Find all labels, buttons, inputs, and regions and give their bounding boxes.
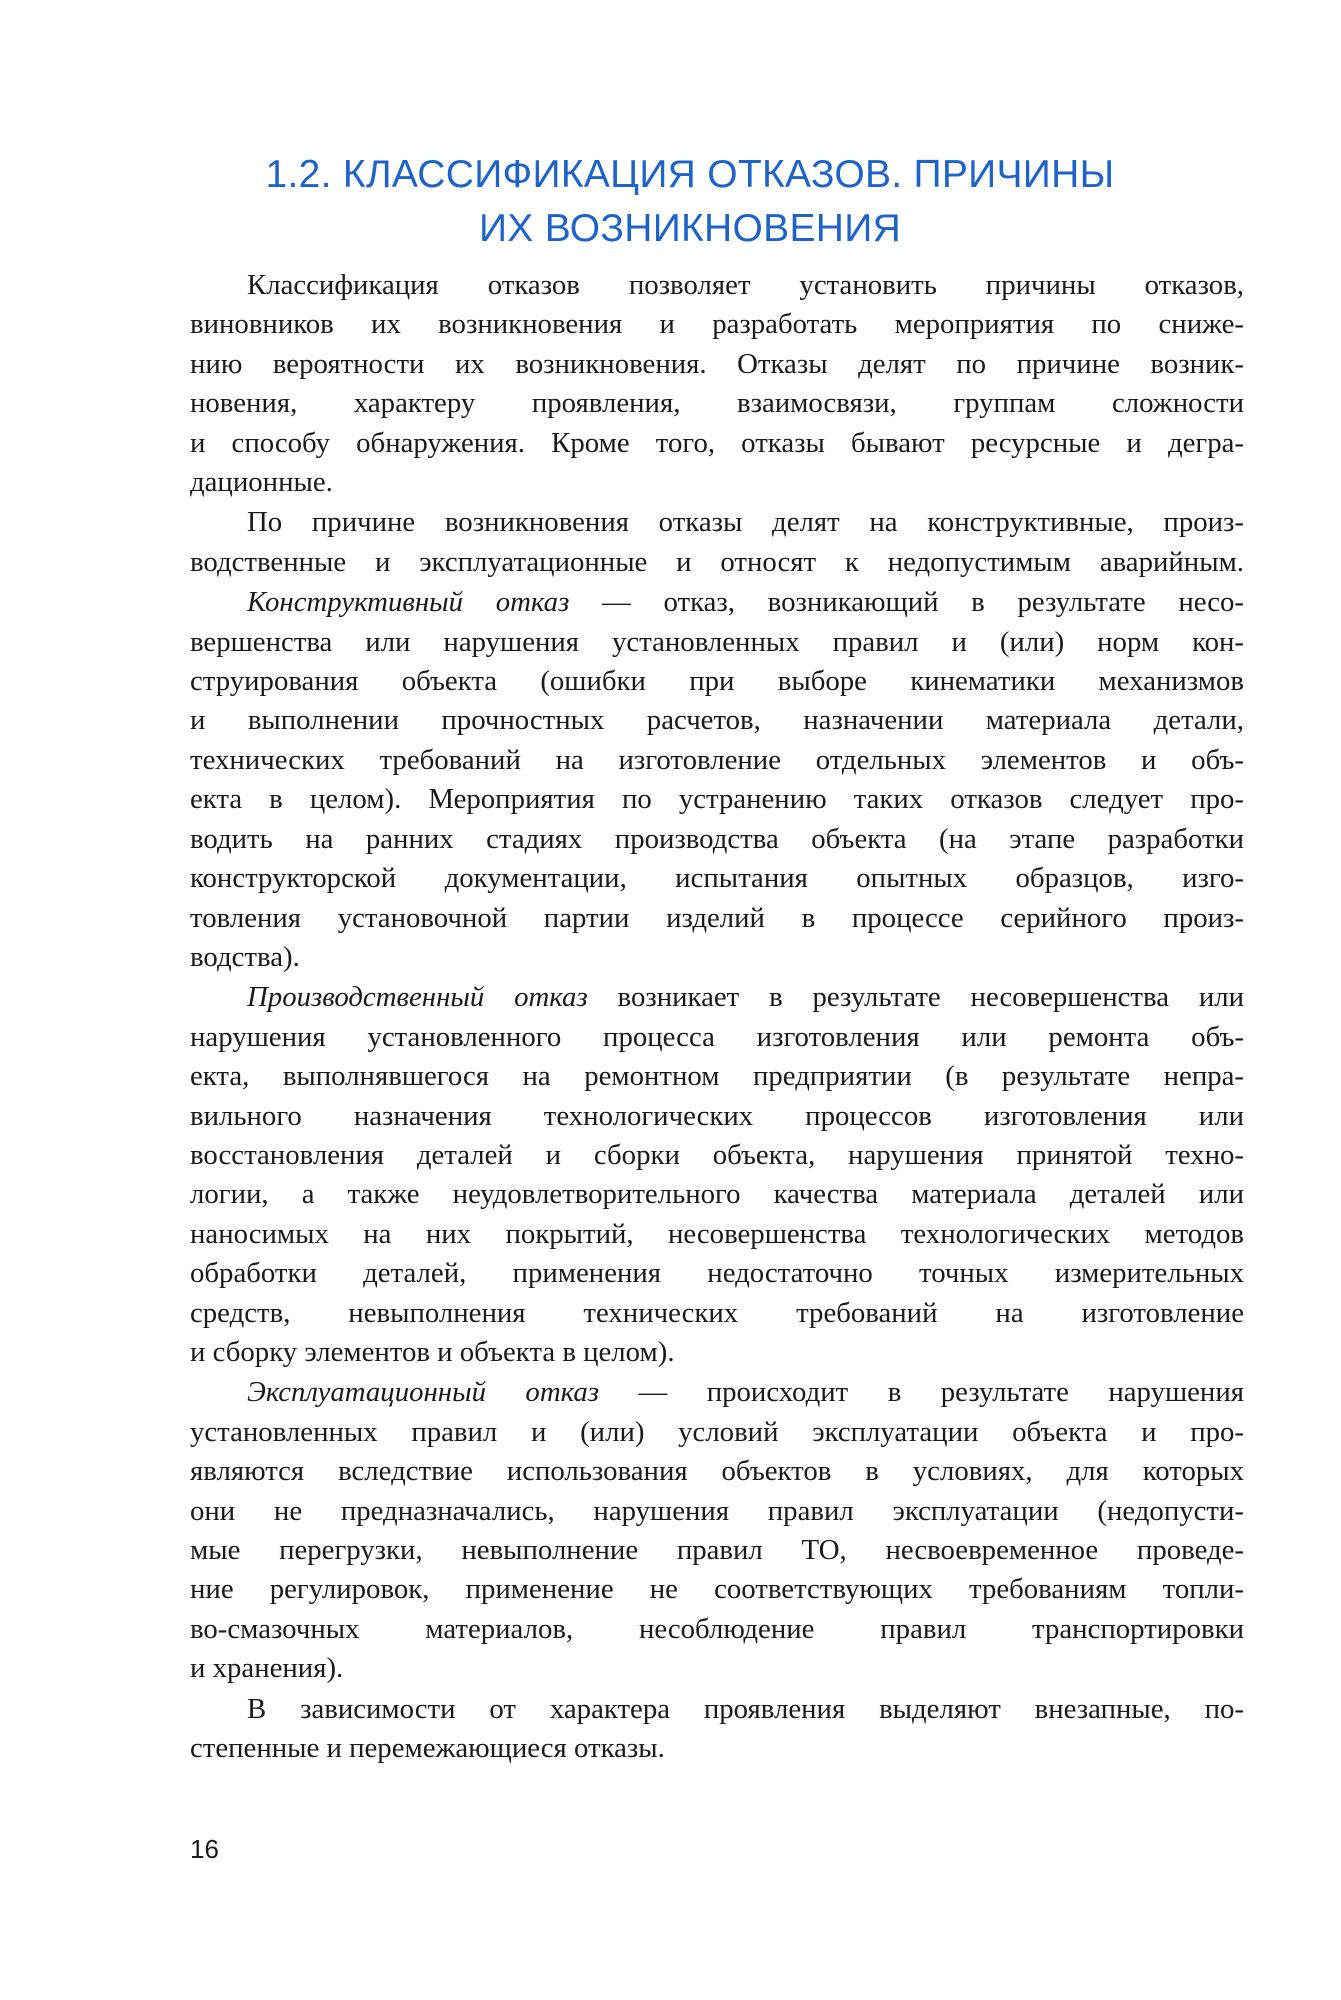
page-number: 16 [190,1834,219,1864]
text-line: екта, выполнявшегося на ремонтном предприятии (в результате непра- [190,1060,1244,1093]
text-line: ние регулировок, применение не соответствующих требованиям топли- [190,1573,1244,1606]
text-line: водственные и эксплуатационные и относят к недопустимым аварийным. [190,545,1244,578]
section-heading [190,148,1190,256]
text-fragment: — происходит в результате нарушения [599,1376,1244,1409]
term-production-failure: Производственный отказ [247,981,588,1014]
text-line: обработки деталей, применения недостаточно точных измерительных [190,1257,1244,1290]
text-line: установленных правил и (или) условий эксплуатации объекта и про- [190,1415,1244,1448]
text-line: степенные и перемежающиеся отказы. [190,1732,665,1765]
text-line: нарушения установленного процесса изготовления или ремонта объ- [190,1020,1244,1053]
body-text [190,266,1244,1769]
text-line: вильного назначения технологических процессов изготовления или [190,1099,1244,1132]
term-design-failure: Конструктивный отказ [247,586,570,619]
text-line: средств, невыполнения технических требований на изготовление [190,1296,1244,1329]
text-line: они не предназначались, нарушения правил эксплуатации (недопусти- [190,1494,1244,1527]
text-line: струирования объекта (ошибки при выборе кинематики механизмов [190,665,1244,698]
text-line: товления установочной партии изделий в процессе серийного произ- [190,901,1244,934]
text-line: и выполнении прочностных расчетов, назначении материала детали, [190,704,1244,737]
text-line: водства). [190,940,300,973]
paragraph-operational-failure [190,1373,1244,1688]
text-line: нию вероятности их возникновения. Отказы делят по причине возник- [190,347,1244,380]
text-line: екта в целом). Мероприятия по устранению таких отказов следует про- [190,783,1244,816]
text-line: В зависимости от характера проявления выделяют внезапные, по- [247,1692,1244,1725]
text-line: По причине возникновения отказы делят на конструктивные, произ- [247,506,1244,539]
text-line: новения, характеру проявления, взаимосвязи, группам сложности [190,387,1244,420]
paragraph-classification-intro [190,266,1244,502]
paragraph-manifestation [190,1690,1244,1769]
paragraph-production-failure [190,978,1244,1372]
text-line: и сборку элементов и объекта в целом). [190,1335,675,1368]
section-heading-line-2: ИХ ВОЗНИКНОВЕНИЯ [478,207,902,250]
text-line [190,978,1244,1017]
text-line: наносимых на них покрытий, несовершенства технологических методов [190,1217,1244,1250]
paragraph-failure-causes [190,503,1244,582]
text-line: мые перегрузки, невыполнение правил ТО, несвоевременное проведе- [190,1534,1244,1566]
paragraph-design-failure [190,583,1244,977]
text-line: логии, а также неудовлетворительного качества материала деталей или [190,1178,1244,1211]
text-line: во-смазочных материалов, несоблюдение правил транспортировки [190,1612,1244,1645]
text-line: Классификация отказов позволяет установить причины отказов, [247,269,1244,301]
text-fragment: возникает в результате несовершенства или [587,981,1245,1014]
section-heading-line-1: 1.2. КЛАССИФИКАЦИЯ ОТКАЗОВ. ПРИЧИНЫ [265,153,1115,196]
text-line: восстановления деталей и сборки объекта, нарушения принятой техно- [190,1138,1244,1171]
text-line: виновников их возникновения и разработать мероприятия по сниже- [190,308,1244,341]
term-operational-failure: Эксплуатационный отказ [247,1376,600,1409]
text-line: технических требований на изготовление отдельных элементов и объ- [190,743,1244,776]
text-line: вершенства или нарушения установленных правил и (или) норм кон- [190,625,1244,658]
text-line [190,1373,1244,1412]
text-fragment: — отказ, возникающий в результате несо- [569,586,1244,619]
text-line: дационные. [190,466,333,499]
text-line: и хранения). [190,1652,344,1685]
text-line: конструкторской документации, испытания опытных образцов, изго- [190,862,1244,895]
text-line: являются вследствие использования объектов в условиях, для которых [190,1455,1244,1488]
text-line: и способу обнаружения. Кроме того, отказы бывают ресурсные и дегра- [190,426,1244,459]
text-line: водить на ранних стадиях производства объекта (на этапе разработки [190,822,1244,855]
text-line [190,583,1244,622]
